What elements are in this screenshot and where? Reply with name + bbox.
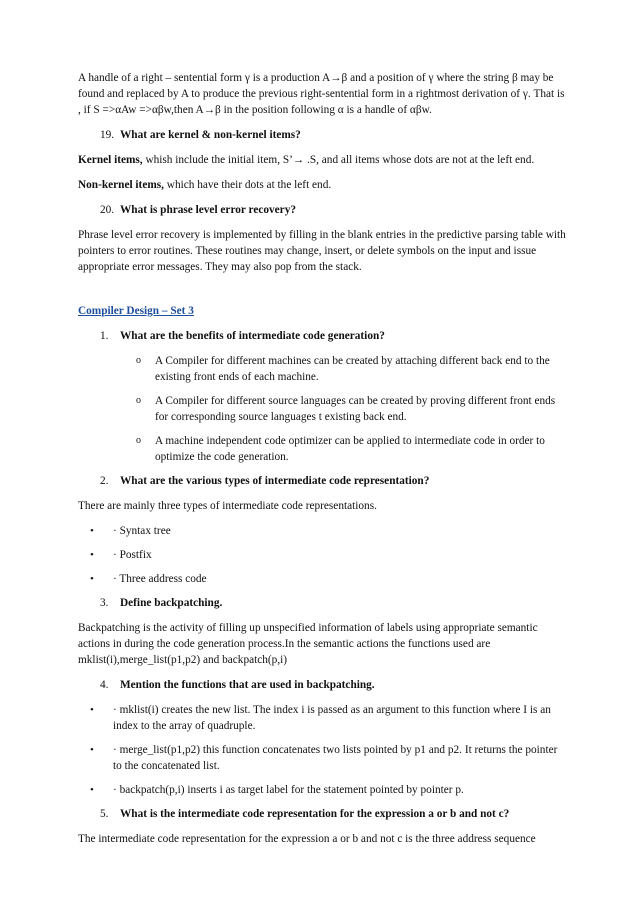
question-number: 3.: [100, 597, 109, 609]
list-item: [78, 353, 568, 385]
nonkernel-items-paragraph: [78, 177, 568, 193]
list-item-text: A Compiler for different machines can be created by attaching different back end to the existing front ends of each machine.: [155, 355, 550, 383]
intermediate-code-answer: The intermediate code representation for the expression a or b and not c is the three address sequence: [78, 833, 536, 845]
bullet-icon: •: [90, 704, 94, 716]
question-text: What are the benefits of intermediate code generation?: [120, 330, 385, 342]
list-item: [78, 782, 568, 798]
bullet-icon: •: [90, 573, 94, 585]
list-item-text: · Syntax tree: [113, 525, 171, 537]
question-number: 2.: [100, 475, 109, 487]
list-item-text: · backpatch(p,i) inserts i as target label for the statement pointed by pointer p.: [113, 784, 464, 796]
question-number: 20.: [100, 204, 115, 216]
list-item-text: · mklist(i) creates the new list. The index i is passed as an argument to this function where I is an index to the array of quadruple.: [113, 704, 551, 732]
bullet-icon: •: [90, 784, 94, 796]
phrase-recovery-answer: Phrase level error recovery is implemented by filling in the blank entries in the predictive parsing table with pointers to error routines. These routines may change, insert, or delete symbols on the input and issue appropriate error messages. They may also pop from the stack.: [78, 229, 566, 273]
list-item-text: A Compiler for different source languages can be created by proving different front ends for corresponding source languages t existing back end.: [155, 395, 556, 423]
question-number: 19.: [100, 129, 115, 141]
list-item-text: · Three address code: [113, 573, 207, 585]
question-number: 1.: [100, 330, 109, 342]
representation-list: [78, 523, 568, 587]
kernel-items-text: whish include the initial item, S’→ .S, and all items whose dots are not at the left end.: [142, 154, 535, 166]
question-text: Define backpatching.: [120, 597, 223, 609]
kernel-items-label: Kernel items,: [78, 154, 143, 166]
question-20: [78, 202, 568, 218]
document-page: [78, 70, 568, 856]
question-number: 5.: [100, 808, 109, 820]
backpatching-definition: Backpatching is the activity of filling up unspecified information of labels using appropriate semantic actions in during the code generation process.In the semantic actions the functions used are mklist(i),merge_list(p1,p2) and backpatch(p,i): [78, 622, 538, 666]
representation-intro: There are mainly three types of intermediate code representations.: [78, 500, 377, 512]
question-1: [78, 328, 568, 344]
list-item: [78, 393, 568, 425]
list-item-text: A machine independent code optimizer can be applied to intermediate code in order to optimize the code generation.: [155, 435, 545, 463]
question-number: 4.: [100, 679, 109, 691]
question-text: What are the various types of intermediate code representation?: [120, 475, 430, 487]
list-item-text: · merge_list(p1,p2) this function concatenates two lists pointed by p1 and p2. It returns the pointer to the concatenated list.: [113, 744, 558, 772]
circle-bullet-icon: o: [136, 395, 141, 406]
list-item: [78, 523, 568, 539]
question-text: What is the intermediate code representation for the expression a or b and not c?: [120, 808, 510, 820]
question-text: What is phrase level error recovery?: [120, 204, 296, 216]
nonkernel-items-text: which have their dots at the left end.: [163, 179, 332, 191]
question-3: [78, 595, 568, 611]
kernel-items-paragraph: [78, 152, 568, 168]
list-item: [78, 742, 568, 774]
benefits-list: [78, 353, 568, 465]
question-4: [78, 677, 568, 693]
list-item: [78, 571, 568, 587]
bullet-icon: •: [90, 744, 94, 756]
circle-bullet-icon: o: [136, 355, 141, 366]
nonkernel-items-label: Non-kernel items,: [78, 179, 164, 191]
question-2: [78, 473, 568, 489]
list-item: [78, 433, 568, 465]
list-item: [78, 702, 568, 734]
bullet-icon: •: [90, 549, 94, 561]
question-text: What are kernel & non-kernel items?: [120, 129, 301, 141]
circle-bullet-icon: o: [136, 435, 141, 446]
backpatch-functions-list: [78, 702, 568, 798]
list-item: [78, 547, 568, 563]
question-19: [78, 127, 568, 143]
question-5: [78, 806, 568, 822]
bullet-icon: •: [90, 525, 94, 537]
question-text: Mention the functions that are used in backpatching.: [120, 679, 375, 691]
handle-definition: A handle of a right – sentential form γ is a production A→β and a position of γ where the string β may be found and replaced by A to produce the previous right-sentential form in a rightmost derivation of γ. That is , if S =>αAw =>αβw,then A→β in the position following α is a handle of αβw.: [78, 72, 565, 116]
section-title-link[interactable]: Compiler Design – Set 3: [78, 305, 194, 317]
list-item-text: · Postfix: [113, 549, 152, 561]
